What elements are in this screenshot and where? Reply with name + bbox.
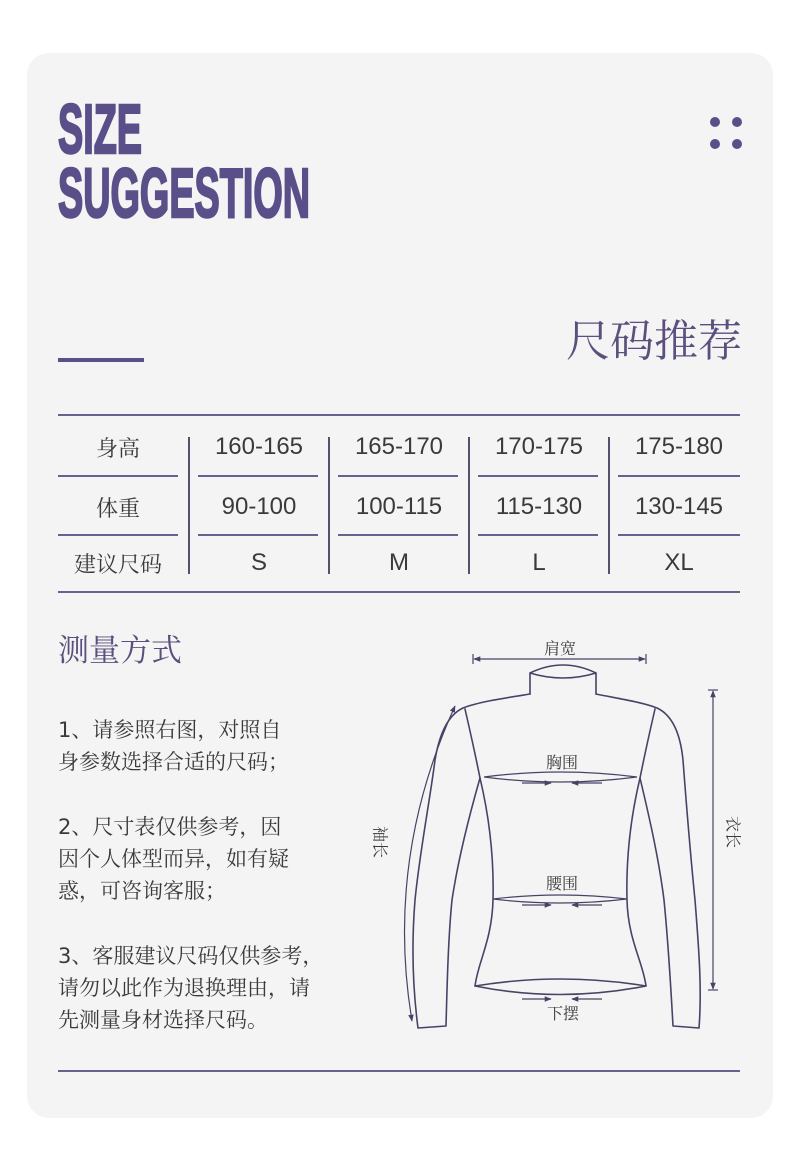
label-shoulder-width: 肩宽 <box>543 639 577 658</box>
turtleneck-top-icon <box>413 665 700 1028</box>
hem-ellipse-back <box>475 979 646 986</box>
row-separator <box>338 534 458 536</box>
table-cell: 175-180 <box>634 433 724 460</box>
row-separator <box>618 534 740 536</box>
section-title-size-recommendation: 尺码推荐 <box>566 316 742 367</box>
note-line: 先测量身材选择尺码。 <box>58 1008 268 1032</box>
note-line: 身参数选择合适的尺码； <box>58 750 289 774</box>
row-separator <box>198 475 318 477</box>
row-separator <box>58 534 178 536</box>
row-separator <box>478 475 598 477</box>
garment-measurement-diagram <box>360 630 760 1050</box>
row-separator <box>338 475 458 477</box>
row-label-weight: 体重 <box>95 496 140 522</box>
garment-collar <box>530 665 596 694</box>
row-label-recommended-size: 建议尺码 <box>73 552 162 578</box>
footer-rule <box>58 1070 740 1072</box>
right-armhole-seam <box>640 709 655 778</box>
label-sleeve-length: 袖长 <box>370 825 390 859</box>
chest-measure-ellipse <box>484 772 637 782</box>
row-separator <box>618 475 740 477</box>
table-cell: 165-170 <box>354 433 444 460</box>
measurement-title: 测量方式 <box>58 633 182 669</box>
table-bottom-rule <box>58 591 740 593</box>
measurement-note <box>58 940 348 1036</box>
table-cell: 100-115 <box>355 493 443 520</box>
table-cell: 115-130 <box>495 493 583 520</box>
row-separator <box>58 475 178 477</box>
label-waist: 腰围 <box>545 874 579 893</box>
measurement-note <box>58 811 348 907</box>
label-hem: 下摆 <box>546 1004 580 1023</box>
four-dots-icon <box>708 117 744 150</box>
table-top-rule <box>58 414 740 416</box>
column-divider <box>608 437 610 574</box>
label-garment-length: 衣长 <box>723 815 743 849</box>
note-line: 惑，可咨询客服； <box>58 879 226 903</box>
table-cell: XL <box>664 549 694 576</box>
note-line: 请勿以此作为退换理由，请 <box>58 976 310 1000</box>
note-line: 1、请参照右图，对照自 <box>58 718 282 742</box>
label-chest: 胸围 <box>545 753 579 772</box>
note-line: 因个人体型而异，如有疑 <box>58 847 289 871</box>
garment-outline <box>413 694 700 1028</box>
table-cell: 170-175 <box>494 433 584 460</box>
table-cell: 160-165 <box>214 433 304 460</box>
row-separator <box>198 534 318 536</box>
title-suggestion: SUGGESTION <box>58 154 311 232</box>
table-cell: L <box>532 549 546 576</box>
table-cell: S <box>250 549 267 576</box>
table-cell: 130-145 <box>634 493 724 520</box>
measurement-note <box>58 714 348 778</box>
accent-divider <box>58 358 144 362</box>
column-divider <box>468 437 470 574</box>
row-separator <box>478 534 598 536</box>
note-line: 2、尺寸表仅供参考，因 <box>58 815 282 839</box>
title-size: SIZE <box>58 90 143 168</box>
column-divider <box>188 437 190 574</box>
note-line: 3、客服建议尺码仅供参考， <box>58 944 324 968</box>
row-label-height: 身高 <box>95 436 140 462</box>
waist-measure-ellipse <box>493 895 627 903</box>
table-cell: 90-100 <box>221 493 297 520</box>
column-divider <box>328 437 330 574</box>
table-cell: M <box>389 549 409 576</box>
left-armhole-seam <box>465 709 480 778</box>
